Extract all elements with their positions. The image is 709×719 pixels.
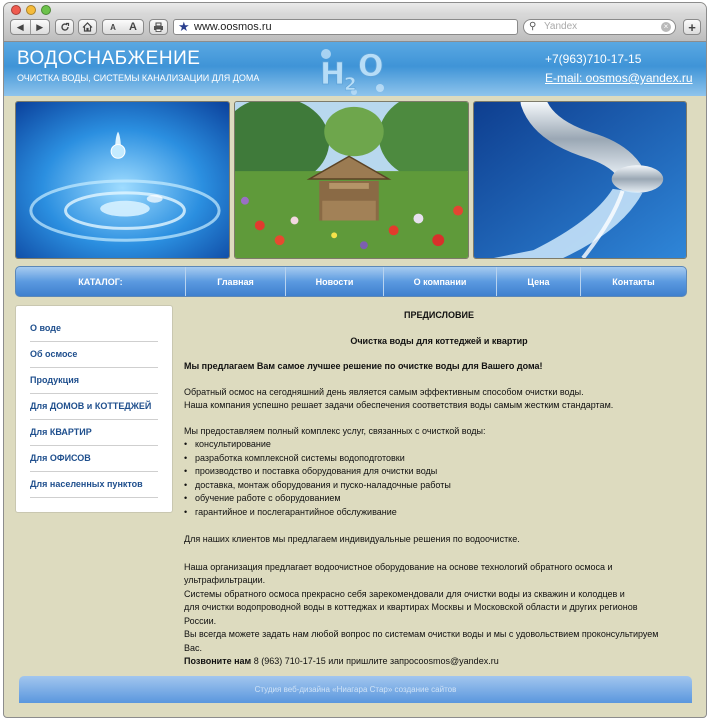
minimize-window-button[interactable] xyxy=(26,5,36,15)
site-title: ВОДОСНАБЖЕНИЕ xyxy=(17,48,201,69)
list-item: • производство и поставка оборудования для очистки воды xyxy=(184,465,694,479)
para3-line7: Вас. xyxy=(184,642,203,653)
site-footer xyxy=(19,676,692,703)
browser-toolbar xyxy=(4,15,706,42)
back-forward-buttons xyxy=(10,19,50,35)
font-smaller-button[interactable]: A xyxy=(110,22,116,32)
back-arrow-icon[interactable]: ◀ xyxy=(16,21,24,32)
menu-catalog-label: КАТАЛОГ: xyxy=(16,267,186,296)
search-icon: ⚲ xyxy=(529,21,537,32)
svg-text:2: 2 xyxy=(344,74,357,95)
header-email-link[interactable]: E-mail: oosmos@yandex.ru xyxy=(545,71,693,85)
browser-window xyxy=(3,2,707,718)
print-button[interactable] xyxy=(149,19,168,35)
svg-text:O: O xyxy=(358,49,384,84)
sidebar-item-offices[interactable]: Для ОФИСОВ xyxy=(30,446,158,472)
header-phone: +7(963)710-17-15 xyxy=(545,52,642,66)
reload-icon xyxy=(60,22,70,32)
para3-line5: России. xyxy=(184,615,217,626)
search-field[interactable] xyxy=(523,19,676,35)
close-window-button[interactable] xyxy=(11,5,21,15)
page-heading: ПРЕДИСЛОВИЕ xyxy=(404,310,474,320)
zoom-window-button[interactable] xyxy=(41,5,51,15)
menu-item-price[interactable]: Цена xyxy=(497,267,581,296)
font-size-buttons xyxy=(102,19,144,35)
main-content xyxy=(184,309,694,669)
sidebar-item-settlements[interactable]: Для населенных пунктов xyxy=(30,472,158,498)
sidebar-item-apartments[interactable]: Для КВАРТИР xyxy=(30,420,158,446)
para3-line2: ультрафильтрации. xyxy=(184,575,266,585)
sidebar-item-about-osmosis[interactable]: Об осмосе xyxy=(30,342,158,368)
sidebar-nav xyxy=(15,305,173,513)
title-bar xyxy=(4,3,706,15)
banner-well-painting xyxy=(234,101,469,259)
url-text: www.oosmos.ru xyxy=(194,21,272,33)
h2o-logo xyxy=(314,42,394,96)
banner-water-drop xyxy=(15,101,230,259)
para3-line6: Вы всегда можете задать нам любой вопрос по системам очистки воды и мы с удовольствием проконсультируем xyxy=(184,629,659,639)
reload-button[interactable] xyxy=(55,19,74,35)
site-subtitle: ОЧИСТКА ВОДЫ, СИСТЕМЫ КАНАЛИЗАЦИИ ДЛЯ ДОМА xyxy=(17,73,260,83)
list-item: • консультирование xyxy=(184,438,694,452)
sidebar-item-houses[interactable]: Для ДОМОВ и КОТТЕДЖЕЙ xyxy=(30,394,158,420)
list-item: • доставка, монтаж оборудования и пуско-наладочные работы xyxy=(184,479,694,493)
para1-line2: Наша компания успешно решает задачи обеспечения соответствия воды самым жестким стандартам. xyxy=(184,400,614,410)
clear-search-icon[interactable]: × xyxy=(661,22,671,32)
services-intro: Мы предоставляем полный комплекс услуг, связанных с очисткой воды: xyxy=(184,425,486,436)
site-header xyxy=(4,42,706,96)
bookmark-star-icon[interactable]: ★ xyxy=(178,19,190,34)
call-us-label: Позвоните нам xyxy=(184,656,252,666)
sidebar-item-products[interactable]: Продукция xyxy=(30,368,158,394)
menu-item-home[interactable]: Главная xyxy=(186,267,286,296)
address-bar[interactable] xyxy=(173,19,518,35)
menu-item-news[interactable]: Новости xyxy=(286,267,384,296)
sidebar-item-about-water[interactable]: О воде xyxy=(30,316,158,342)
menu-item-about[interactable]: О компании xyxy=(384,267,497,296)
page-subheading: Очистка воды для коттеджей и квартир xyxy=(350,335,528,346)
font-larger-button[interactable]: A xyxy=(129,21,137,33)
services-list xyxy=(184,438,694,519)
individual-text: Для наших клиентов мы предлагаем индивидуальные решения по водоочистке. xyxy=(184,534,520,544)
call-us-line xyxy=(184,655,694,669)
search-placeholder: Yandex xyxy=(544,21,578,32)
para3-line1: Наша организация предлагает водоочистное оборудование на основе технологий обратного осмоса и xyxy=(184,561,613,572)
call-us-text: 8 (963) 710-17-15 или пришлите запросoosmos@yandex.ru xyxy=(251,656,499,666)
forward-arrow-icon[interactable]: ▶ xyxy=(36,21,44,32)
new-tab-button[interactable]: + xyxy=(683,19,701,35)
main-menu xyxy=(15,266,687,297)
lead-text: Мы предлагаем Вам самое лучшее решение по очистке воды для Вашего дома! xyxy=(184,361,543,371)
para1-line1: Обратный осмос на сегодняшний день является самым эффективным способом очистки воды. xyxy=(184,386,584,397)
svg-text:H: H xyxy=(320,57,346,92)
para3-line3: Системы обратного осмоса прекрасно себя зарекомендовали для очистки воды из скважин и колодцев и xyxy=(184,588,625,599)
list-item: • разработка комплексной системы водоподготовки xyxy=(184,452,694,466)
banner-tap-water xyxy=(473,101,687,259)
printer-icon xyxy=(153,22,164,32)
footer-credit-link[interactable]: Студия веб-дизайна «Ниагара Стар» создание сайтов xyxy=(254,685,457,694)
home-button[interactable] xyxy=(78,19,97,35)
home-icon xyxy=(82,22,93,32)
list-item: • гарантийное и послегарантийное обслуживание xyxy=(184,506,694,520)
para3-line4: для очистки водопроводной воды в коттеджах и квартирах Москвы и Московской области и других регионов xyxy=(184,602,638,612)
menu-item-contacts[interactable]: Контакты xyxy=(612,276,655,287)
list-item: • обучение работе с оборудованием xyxy=(184,492,694,506)
